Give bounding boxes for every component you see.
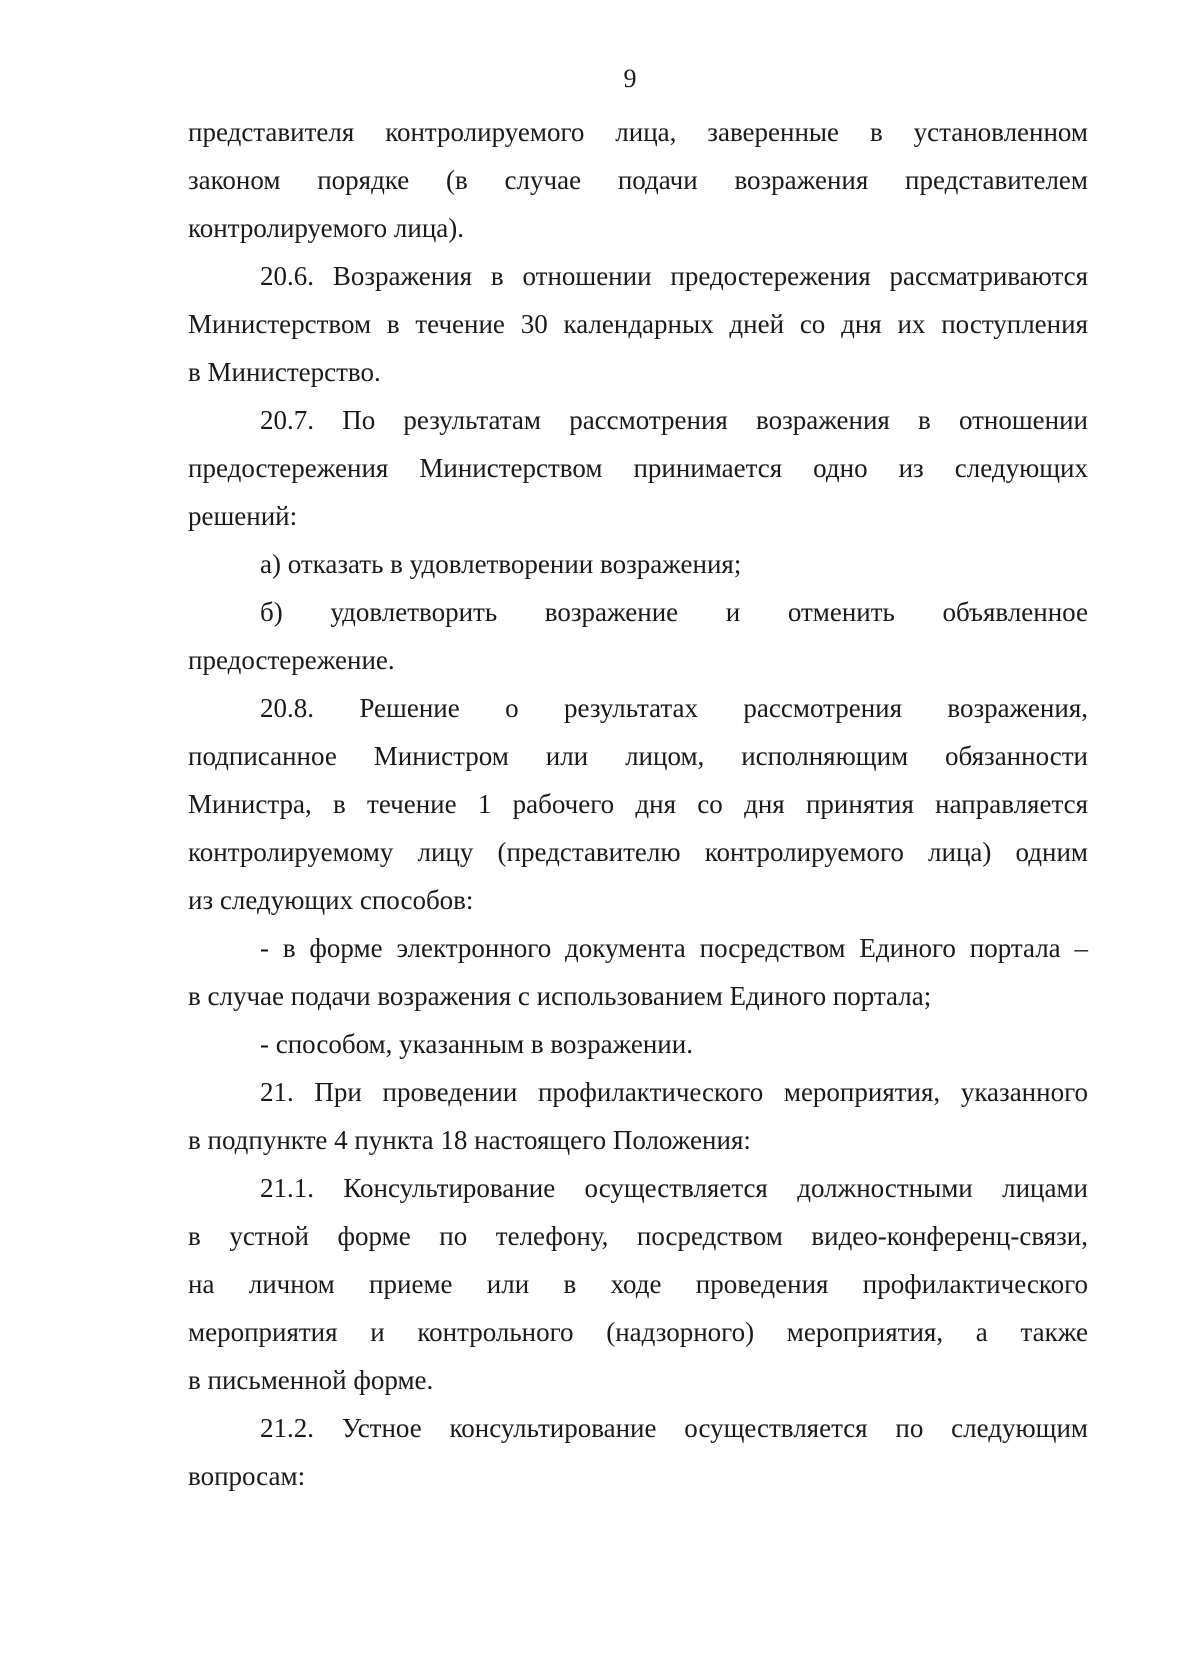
text-line: представителя контролируемого лица, заверенные в установленном	[188, 117, 1088, 147]
text-line: из следующих способов:	[188, 885, 474, 915]
text-line: мероприятия и контрольного (надзорного) мероприятия, а также	[188, 1317, 1088, 1347]
text-line: в письменной форме.	[188, 1365, 434, 1395]
paragraph-20-6-line: 20.6. Возражения в отношении предостережения рассматриваются	[260, 261, 1088, 291]
list-item-b: б) удовлетворить возражение и отменить объявленное	[260, 597, 1088, 627]
dash-item-electronic: - в форме электронного документа посредством Единого портала –	[260, 933, 1088, 963]
text-line: Министерством в течение 30 календарных дней со дня их поступления	[188, 309, 1088, 339]
text-line: в устной форме по телефону, посредством видео-конференц-связи,	[188, 1221, 1088, 1251]
text-line: законом порядке (в случае подачи возражения представителем	[188, 165, 1088, 195]
text-line: предостережение.	[188, 645, 395, 675]
dash-item-method: - способом, указанным в возражении.	[260, 1029, 693, 1059]
paragraph-20-7-line: 20.7. По результатам рассмотрения возражения в отношении	[260, 405, 1088, 435]
text-line: в Министерство.	[188, 357, 381, 387]
paragraph-21-1-line: 21.1. Консультирование осуществляется должностными лицами	[260, 1173, 1088, 1203]
paragraph-20-8-line: 20.8. Решение о результатах рассмотрения возражения,	[260, 693, 1088, 723]
text-line: в подпункте 4 пункта 18 настоящего Положения:	[188, 1125, 751, 1155]
text-line: контролируемого лица).	[188, 213, 464, 243]
text-line: предостережения Министерством принимается одно из следующих	[188, 453, 1088, 483]
page-number: 9	[623, 64, 637, 93]
paragraph-21-2-line: 21.2. Устное консультирование осуществляется по следующим	[260, 1413, 1088, 1443]
list-item-a: а) отказать в удовлетворении возражения;	[260, 549, 742, 579]
text-line: подписанное Министром или лицом, исполняющим обязанности	[188, 741, 1088, 771]
document-body	[188, 108, 1088, 1500]
text-line: вопросам:	[188, 1461, 306, 1491]
text-line: контролируемому лицу (представителю контролируемого лица) одним	[188, 837, 1088, 867]
text-line: Министра, в течение 1 рабочего дня со дня принятия направляется	[188, 789, 1088, 819]
text-line: решений:	[188, 501, 298, 531]
text-line: на личном приеме или в ходе проведения профилактического	[188, 1269, 1088, 1299]
paragraph-21-line: 21. При проведении профилактического мероприятия, указанного	[260, 1077, 1088, 1107]
text-line: в случае подачи возражения с использованием Единого портала;	[188, 981, 932, 1011]
